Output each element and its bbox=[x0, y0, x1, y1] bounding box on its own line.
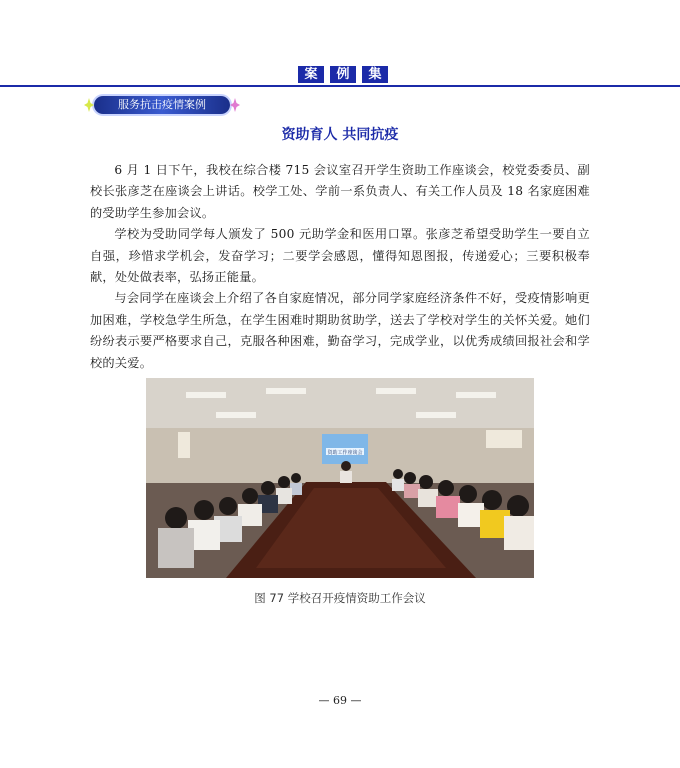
header-tag-2: 例 bbox=[330, 66, 356, 83]
section-label-text: 服务抗击疫情案例 bbox=[118, 98, 206, 111]
screen-text: 资助工作座谈会 bbox=[327, 450, 363, 456]
figure-caption: 图 77 学校召开疫情资助工作会议 bbox=[254, 591, 426, 605]
header-tag-1: 案 bbox=[298, 66, 324, 83]
meeting-photo bbox=[146, 378, 534, 578]
sparkle-left-icon bbox=[84, 96, 94, 114]
sparkle-right-icon bbox=[230, 96, 240, 114]
paragraph-1: 6 月 1 日下午，我校在综合楼 715 会议室召开学生资助工作座谈会，校党委委员、副校长张彦芝在座谈会上讲话。校学工处、学前一系负责人、有关工作人员及 18 名家庭困难的受助学生参加会议。 bbox=[90, 163, 590, 220]
meeting-photo-illustration bbox=[146, 378, 534, 578]
header-tag-3: 集 bbox=[362, 66, 388, 83]
section-label bbox=[94, 96, 230, 114]
paragraph-2: 学校为受助同学每人颁发了 500 元助学金和医用口罩。张彦芝希望受助学生一要自立自强，珍惜求学机会，发奋学习；二要学会感恩，懂得知恩图报，传递爱心；三要积极奉献，处处做表率，弘扬正能量。 bbox=[90, 227, 590, 285]
article-title: 资助育人 共同抗疫 bbox=[281, 127, 399, 143]
header-tags bbox=[298, 66, 388, 83]
paragraph-3: 与会同学在座谈会上介绍了各自家庭情况，部分同学家庭经济条件不好，受疫情影响更加困难，学校急学生所急，在学生困难时期助贫助学，送去了学校对学生的关怀关爱。她们纷纷表示要严格要求自己，克服各种困难，勤奋学习，完成学业，以优秀成绩回报社会和学校的关爱。 bbox=[90, 291, 590, 370]
article-body bbox=[90, 160, 590, 374]
header-rule bbox=[0, 85, 680, 87]
page-number: — 69 — bbox=[318, 694, 362, 707]
